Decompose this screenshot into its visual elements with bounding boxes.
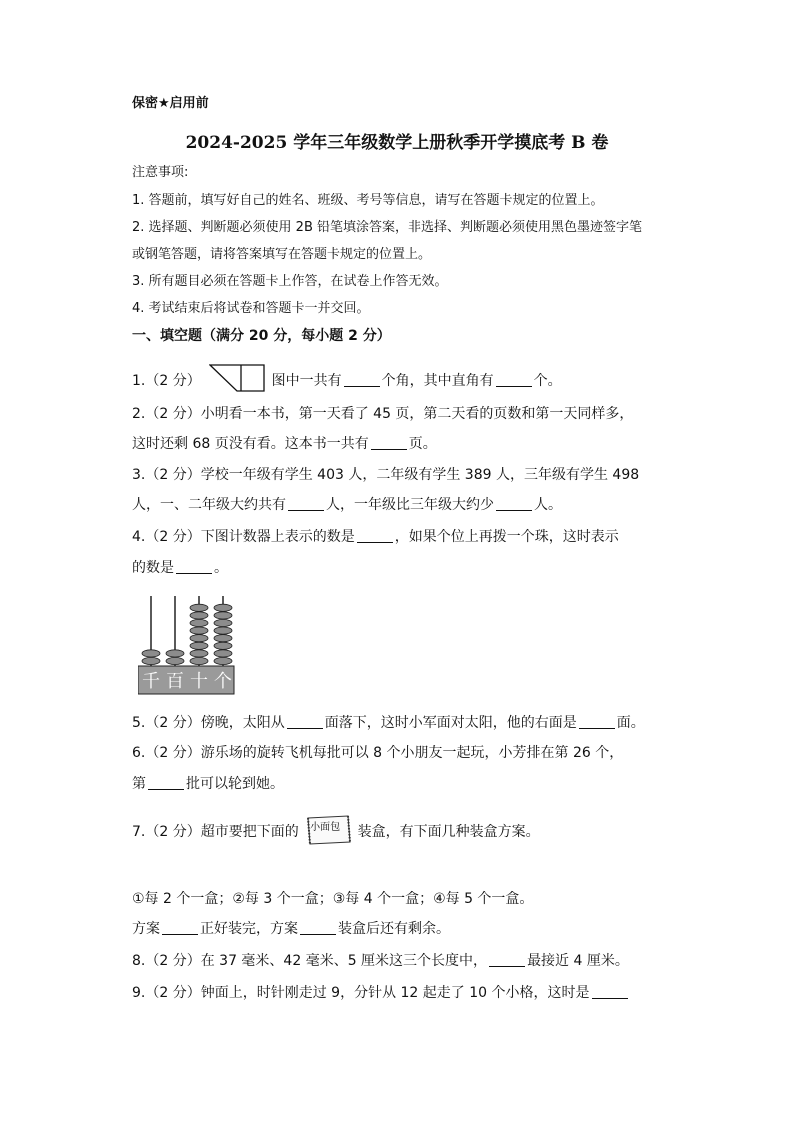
question-7-options: ①每 2 个一盒；②每 3 个一盒；③每 4 个一盒；④每 5 个一盒。 [132,891,534,907]
q9-text-a: 9.（2 分）钟面上，时针刚走过 9，分针从 12 起走了 10 个小格，这时是 [132,985,590,1001]
bread-bag-label: 小面包 [310,822,341,833]
abacus-bead [214,635,232,642]
q1-prefix: 1.（2 分） [132,373,201,389]
q6-text-a: 第 [132,776,146,792]
answer-blank[interactable] [357,528,393,543]
q2-text-a: 这时还剩 68 页没有看。这本书一共有 [132,436,369,452]
question-1 [132,364,562,398]
question-9 [132,983,630,1003]
confidential-mark: 保密★启用前 [132,96,209,111]
question-7 [132,816,540,848]
question-3-line-1: 3.（2 分）学校一年级有学生 403 人，二年级有学生 389 人，三年级有学生 498 [132,467,640,483]
answer-blank[interactable] [162,920,198,935]
q7-text-b: 装盒，有下面几种装盒方案。 [357,824,540,840]
notice-item: 1. 答题前，填写好自己的姓名、班级、考号等信息，请写在答题卡规定的位置上。 [132,193,604,208]
abacus-bead [142,650,160,657]
abacus-bead [190,650,208,657]
q4-text-b: ，如果个位上再拨一个珠，这时表示 [394,529,619,545]
q8-text-b: 最接近 4 厘米。 [527,953,629,969]
question-8 [132,951,629,971]
section-heading: 一、填空题（满分 20 分，每小题 2 分） [132,328,391,344]
q8-text-a: 8.（2 分）在 37 毫米、42 毫米、5 厘米这三个长度中， [132,953,488,969]
angle-figure [209,364,265,398]
question-6-line-1: 6.（2 分）游乐场的旋转飞机每批可以 8 个小朋友一起玩，小芳排在第 26 个， [132,745,624,761]
question-2-line-1: 2.（2 分）小明看一本书，第一天看了 45 页，第二天看的页数和第一天同样多， [132,406,634,422]
abacus-bead [190,642,208,649]
q2-text-b: 页。 [408,436,437,452]
abacus-bead [214,604,232,611]
q4-text-c: 的数是 [132,560,174,576]
abacus-bead [190,657,208,664]
answer-blank[interactable] [496,372,532,387]
abacus-label-tens: 十 [190,671,208,692]
abacus-svg [138,594,238,696]
answer-blank[interactable] [371,435,407,450]
q5-text-b: 面落下，这时小军面对太阳，他的右面是 [324,715,577,731]
question-5 [132,713,645,733]
abacus-bead [190,619,208,626]
answer-blank[interactable] [344,372,380,387]
notice-item: 2. 选择题、判断题必须使用 2B 铅笔填涂答案，非选择、判断题必须使用黑色墨迹签字笔 [132,220,642,235]
question-6-line-2 [132,774,284,794]
answer-blank[interactable] [148,775,184,790]
answer-blank[interactable] [489,952,525,967]
notice-heading: 注意事项: [132,165,189,180]
q4-text-d: 。 [214,560,228,576]
abacus-bead [166,657,184,664]
abacus-bead [214,627,232,634]
abacus-figure [138,594,238,700]
question-4-line-2 [132,558,228,578]
q1-text-c: 个。 [533,373,562,389]
q4-text-a: 4.（2 分）下图计数器上表示的数是 [132,529,355,545]
q7-text-e: 装盒后还有剩余。 [338,921,450,937]
angle-figure-svg [209,364,265,392]
q7-text-d: 正好装完，方案 [200,921,298,937]
abacus-bead [142,657,160,664]
abacus-bead [190,612,208,619]
answer-blank[interactable] [288,496,324,511]
abacus-bead [214,619,232,626]
question-7-line-3 [132,919,450,939]
q1-text-a: 图中一共有 [271,373,342,389]
page-title: 2024-2025 学年三年级数学上册秋季开学摸底考 B 卷 [185,133,609,153]
q1-text-b: 个角，其中直角有 [381,373,494,389]
answer-blank[interactable] [579,714,615,729]
abacus-bead [214,642,232,649]
abacus-bead [190,635,208,642]
q7-text-a: 7.（2 分）超市要把下面的 [132,824,299,840]
question-4-line-1 [132,527,619,547]
q5-text-a: 5.（2 分）傍晚，太阳从 [132,715,285,731]
q3-text-a: 人，一、二年级大约共有 [132,497,286,513]
q3-text-c: 人。 [534,497,562,513]
q7-text-c: 方案 [132,921,160,937]
notice-item: 3. 所有题目必须在答题卡上作答，在试卷上作答无效。 [132,274,448,289]
question-3-line-2 [132,495,562,515]
answer-blank[interactable] [592,984,628,999]
answer-blank[interactable] [176,559,212,574]
answer-blank[interactable] [300,920,336,935]
abacus-bead [190,604,208,611]
abacus-bead [214,657,232,664]
question-2-line-2 [132,434,437,454]
answer-blank[interactable] [287,714,323,729]
abacus-bead [190,627,208,634]
notice-item: 或钢笔答题，请将答案填写在答题卡规定的位置上。 [132,247,432,262]
abacus-label-hundreds: 百 [166,671,184,692]
bread-bag-figure [305,814,351,846]
abacus-bead [214,650,232,657]
notice-item: 4. 考试结束后将试卷和答题卡一并交回。 [132,301,370,316]
q3-text-b: 人，一年级比三年级大约少 [326,497,494,513]
abacus-label-ones: 个 [214,671,232,692]
q6-text-b: 批可以轮到她。 [186,776,284,792]
answer-blank[interactable] [496,496,532,511]
abacus-bead [214,612,232,619]
q5-text-c: 面。 [616,715,645,731]
abacus-bead [166,650,184,657]
abacus-label-thousands: 千 [142,671,160,692]
